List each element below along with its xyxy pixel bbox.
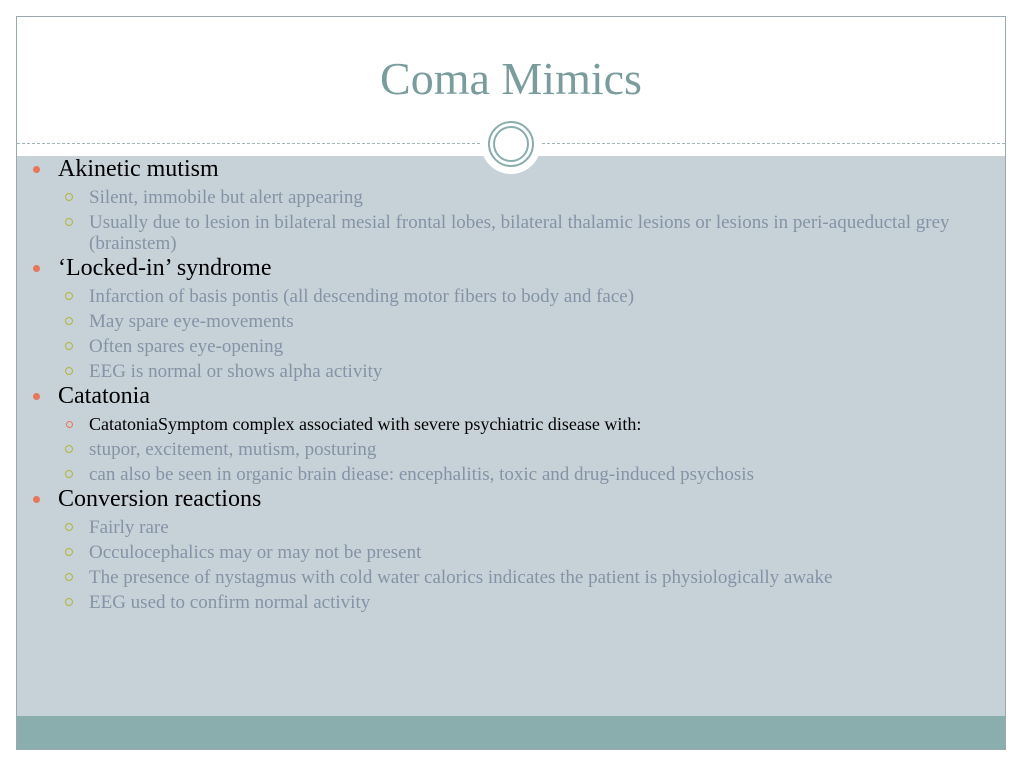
bullet-list [30, 155, 970, 613]
section-heading: ‘Locked-in’ syndrome [30, 254, 970, 282]
list-item: EEG is normal or shows alpha activity [30, 361, 970, 382]
list-item: CatatoniaSymptom complex associated with severe psychiatric disease with: [30, 414, 970, 435]
list-item: stupor, excitement, mutism, posturing [30, 439, 970, 460]
list-item: Infarction of basis pontis (all descending motor fibers to body and face) [30, 286, 970, 307]
list-item: Usually due to lesion in bilateral mesial frontal lobes, bilateral thalamic lesions or lesions in peri-aqueductal grey (brainstem) [30, 212, 970, 254]
slide-title: Coma Mimics [380, 53, 642, 104]
list-item: Silent, immobile but alert appearing [30, 187, 970, 208]
section-heading: Catatonia [30, 382, 970, 410]
list-item: Occulocephalics may or may not be present [30, 542, 970, 563]
list-item: EEG used to confirm normal activity [30, 592, 970, 613]
list-item: The presence of nystagmus with cold water calorics indicates the patient is physiologically awake [30, 567, 970, 588]
footer-band [17, 716, 1005, 750]
list-item: can also be seen in organic brain diease: encephalitis, toxic and drug-induced psychosis [30, 464, 970, 485]
list-item: May spare eye-movements [30, 311, 970, 332]
list-item: Often spares eye-opening [30, 336, 970, 357]
section-heading: Akinetic mutism [30, 155, 970, 183]
list-item: Fairly rare [30, 517, 970, 538]
section-heading: Conversion reactions [30, 485, 970, 513]
